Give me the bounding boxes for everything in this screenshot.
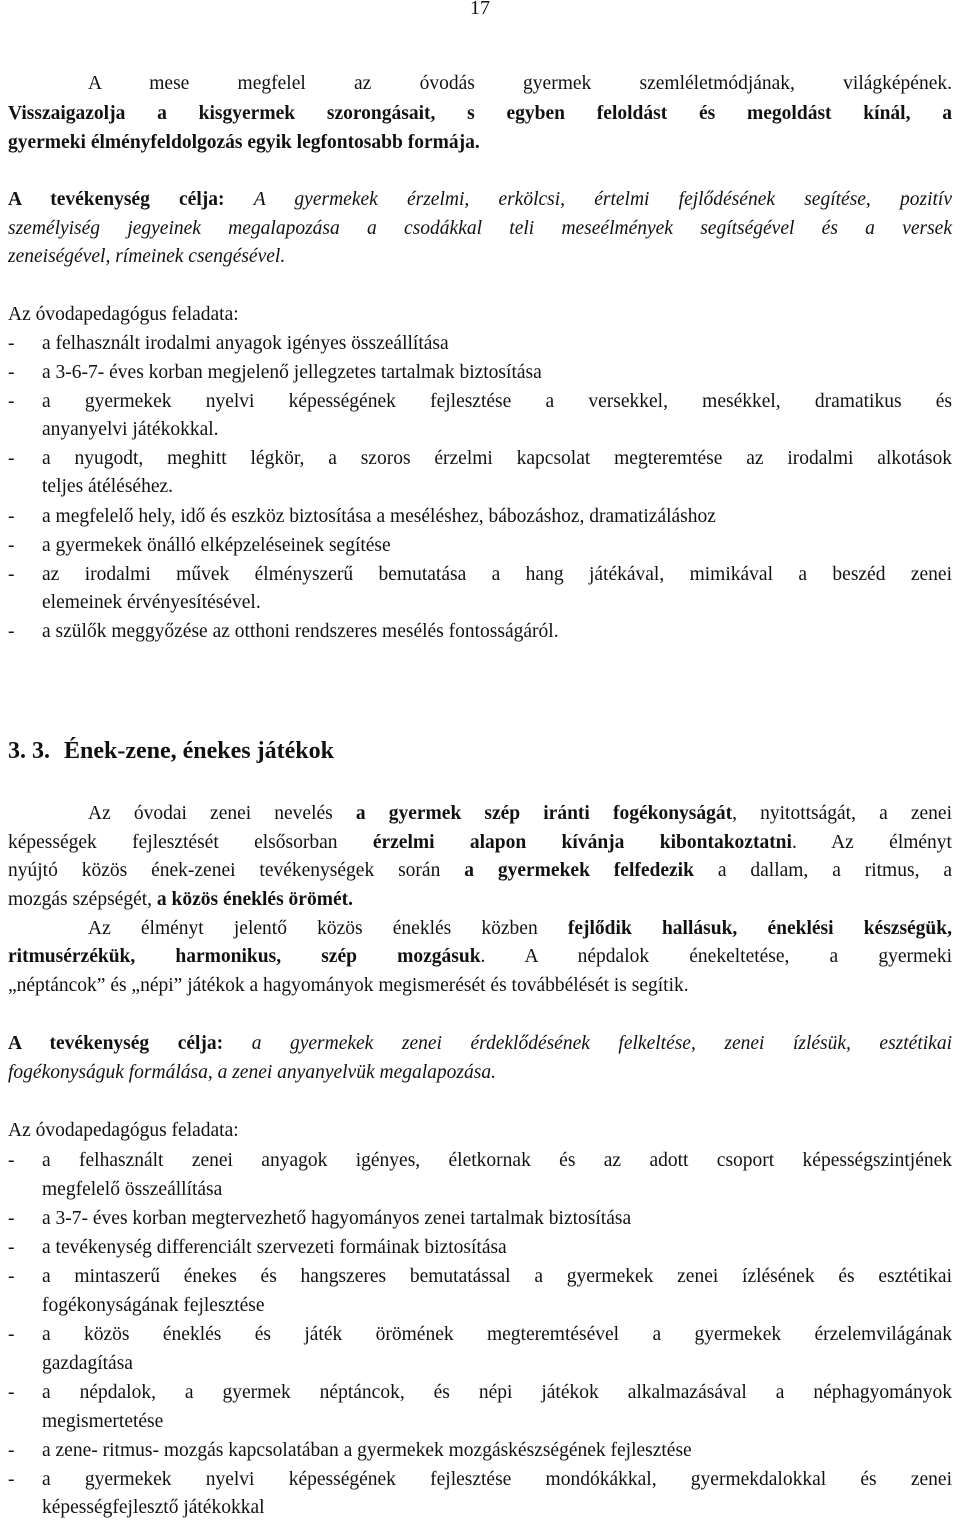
tasks-2-dash: - [8,1324,15,1345]
tasks-2-heading: Az óvodapedagógus feladata: [8,1120,239,1141]
tasks-1-item-4: a nyugodt, meghitt légkör, a szoros érzelmi kapcsolat megteremtése az irodalmi alkotások [42,448,952,469]
tasks-1-dash: - [8,391,15,412]
tasks-1-item-3: a gyermekek nyelvi képességének fejlesztése a versekkel, mesékkel, dramatikus és [42,391,952,412]
mese-line-3: gyermeki élményfeldolgozás egyik legfontosabb formája. [8,132,480,153]
tasks-1-heading: Az óvodapedagógus feladata: [8,304,239,325]
tasks-1-item-7: az irodalmi művek élményszerű bemutatása a hang játékával, mimikával a beszéd zenei [42,564,952,585]
tasks-2-item-2: a 3-7- éves korban megtervezhető hagyományos zenei tartalmak biztosítása [42,1208,632,1229]
text-run-bold: érzelmi alapon kívánja kibontakoztatni [372,832,792,853]
tasks-2-item-6: a népdalok, a gyermek néptáncok, és népi játékok alkalmazásával a néphagyományok [42,1382,952,1403]
music-para-1-line-2 [8,829,952,856]
tasks-2-item-3: a tevékenység differenciált szervezeti formáinak biztosítása [42,1237,507,1258]
text-run: Az élményt jelentő közös éneklés közben [88,918,568,939]
tasks-1-item-8: a szülők meggyőzése az otthoni rendszeres mesélés fontosságáról. [42,621,559,642]
tasks-1-item-2: a 3-6-7- éves korban megjelenő jellegzetes tartalmak biztosítása [42,362,542,383]
text-run-bold: a gyermek szép iránti fogékonyságát [355,803,733,824]
text-run-bold: a közös éneklés örömét. [156,889,353,910]
tasks-1-dash: - [8,333,15,354]
tasks-1-item-1: a felhasznált irodalmi anyagok igényes összeállítása [42,333,449,354]
goal-1-line-1 [8,186,952,213]
tasks-1-dash: - [8,564,15,585]
music-para-2-line-2 [8,943,952,970]
mese-line-1: A mese megfelel az óvodás gyermek szemléletmódjának, világképének. [88,73,952,94]
tasks-2-item-8-cont: képességfejlesztő játékokkal [42,1497,265,1518]
goal-2-line-2: fogékonyságuk formálása, a zenei anyanyelvük megalapozása. [8,1062,496,1083]
page-number: 17 [470,0,490,19]
tasks-1-item-4-cont: teljes átéléséhez. [42,476,174,497]
music-para-1-line-3 [8,857,952,884]
tasks-2-item-4-cont: fogékonyságának fejlesztése [42,1295,265,1316]
tasks-2-item-1-cont: megfelelő összeállítása [42,1179,223,1200]
tasks-2-item-6-cont: megismertetése [42,1411,164,1432]
text-run: mozgás szépségét, [8,889,157,910]
goal-1-line-3: zeneiségével, rímeinek csengésével. [8,246,286,267]
music-para-1-line-4 [8,886,952,913]
text-run: képességek fejlesztését elsősorban [8,832,373,853]
section-number: 3. 3. [8,738,50,764]
tasks-1-item-3-cont: anyanyelvi játékokkal. [42,419,219,440]
goal-2-line-1 [8,1030,952,1057]
tasks-1-item-6: a gyermekek önálló elképzeléseinek segítése [42,535,391,556]
music-para-2-line-1 [88,915,952,942]
tasks-2-dash: - [8,1266,15,1287]
tasks-1-dash: - [8,506,15,527]
music-para-1-line-1 [88,800,952,827]
tasks-1-item-5: a megfelelő hely, idő és eszköz biztosítása a meséléshez, bábozáshoz, dramatizáláshoz [42,506,716,527]
text-run-bold: a gyermekek felfedezik [464,860,694,881]
tasks-2-dash: - [8,1150,15,1171]
tasks-2-item-8: a gyermekek nyelvi képességének fejlesztése mondókákkal, gyermekdalokkal és zenei [42,1469,952,1490]
goal-1-line-2: személyiség jegyeinek megalapozása a csodákkal teli meseélmények segítségével és a versek [8,218,952,239]
tasks-2-item-1: a felhasznált zenei anyagok igényes, életkornak és az adott csoport képességszintjének [42,1150,952,1171]
tasks-2-dash: - [8,1237,15,1258]
text-run-bold: fejlődik hallásuk, éneklési készségük, [567,918,952,939]
tasks-2-dash: - [8,1440,15,1461]
text-run: nyújtó közös ének-zenei tevékenységek során [8,860,465,881]
tasks-1-dash: - [8,448,15,469]
tasks-2-dash: - [8,1382,15,1403]
section-title: Ének-zene, énekes játékok [64,738,334,764]
tasks-2-dash: - [8,1469,15,1490]
text-run: , nyitottságát, a zenei [732,803,952,824]
tasks-1-item-7-cont: elemeinek érvényesítésével. [42,592,261,613]
music-para-2-line-3: „néptáncok” és „népi” játékok a hagyományok megismerését és továbbélését is segítik. [8,975,689,996]
tasks-2-item-4: a mintaszerű énekes és hangszeres bemutatással a gyermekek zenei ízlésének és esztétikai [42,1266,952,1287]
mese-line-2: Visszaigazolja a kisgyermek szorongásait, s egyben feloldást és megoldást kínál, a [8,103,952,124]
tasks-2-item-5-cont: gazdagítása [42,1353,133,1374]
goal-1-label: A tevékenység célja: [8,189,254,210]
text-run-bold: ritmusérzékük, harmonikus, szép mozgásuk [8,946,481,967]
tasks-1-dash: - [8,362,15,383]
goal-2-label: A tevékenység célja: [8,1033,252,1054]
goal-1-text-1: A gyermekek érzelmi, erkölcsi, értelmi fejlődésének segítése, pozitív [253,189,952,210]
text-run: . A népdalok énekeltetése, a gyermeki [480,946,952,967]
text-run: . Az élményt [791,832,952,853]
tasks-2-dash: - [8,1208,15,1229]
goal-2-text-1: a gyermekek zenei érdeklődésének felkeltése, zenei ízlésük, esztétikai [251,1033,952,1054]
tasks-2-item-7: a zene- ritmus- mozgás kapcsolatában a gyermekek mozgáskészségének fejlesztése [42,1440,692,1461]
tasks-2-item-5: a közös éneklés és játék örömének megteremtésével a gyermekek érzelemvilágának [42,1324,952,1345]
tasks-1-dash: - [8,535,15,556]
text-run: Az óvodai zenei nevelés [88,803,356,824]
section-heading [8,736,334,766]
text-run: a dallam, a ritmus, a [693,860,952,881]
tasks-1-dash: - [8,621,15,642]
